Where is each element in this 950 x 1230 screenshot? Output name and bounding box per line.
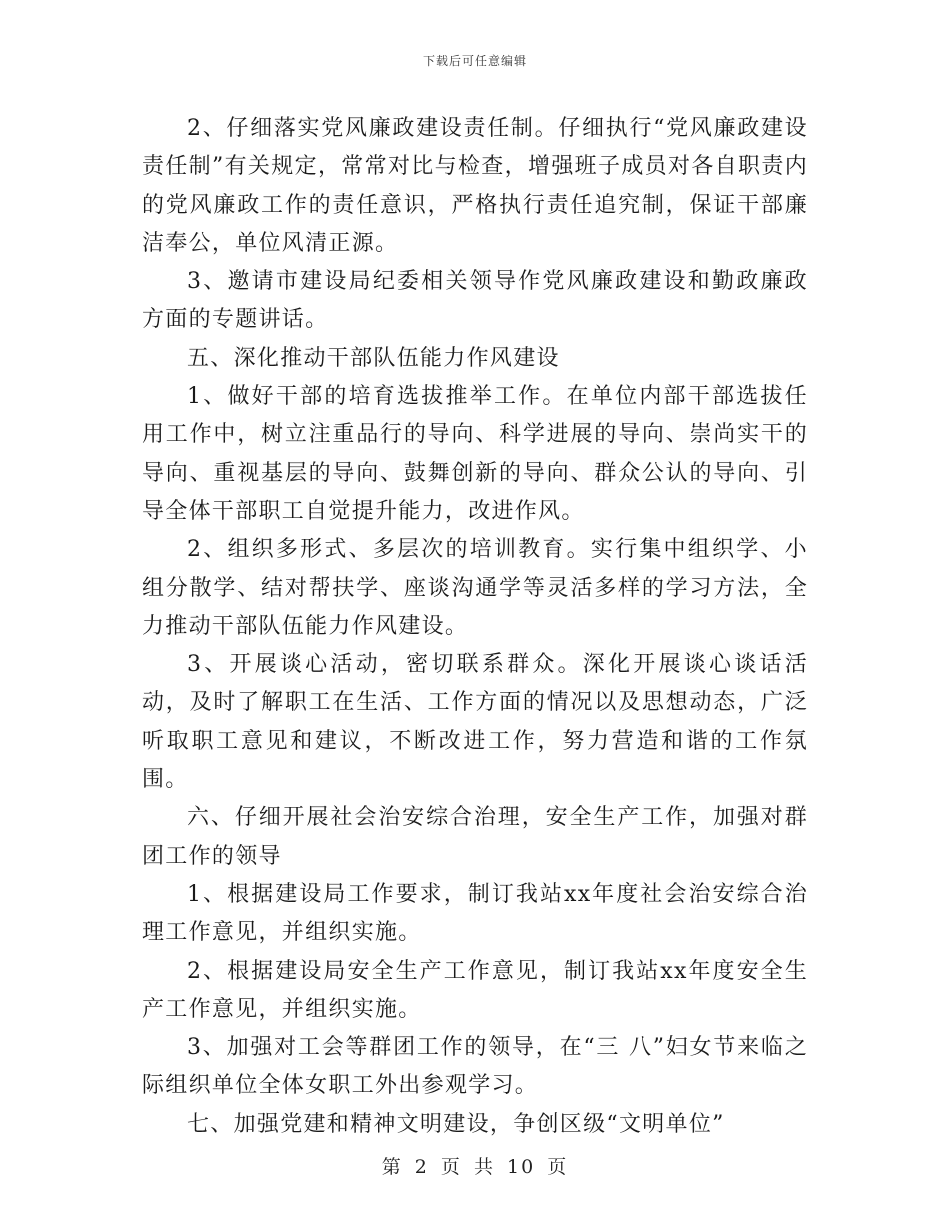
paragraph: 1、根据建设局工作要求，制订我站xx年度社会治安综合治理工作意见，并组织实施。 xyxy=(142,881,808,946)
section-heading: 七、加强党建和精神文明建设，争创区级“文明单位” xyxy=(187,1111,725,1137)
page-number: 第 2 页 共 10 页 xyxy=(381,1156,569,1178)
section-heading: 六、仔细开展社会治安综合治理，安全生产工作，加强对群团工作的领导 xyxy=(142,805,808,869)
paragraph: 2、根据建设局安全生产工作意见，制订我站xx年度安全生产工作意见，并组织实施。 xyxy=(142,958,808,1022)
paragraph: 2、仔细落实党风廉政建设责任制。仔细执行“党风廉政建设责任制”有关规定，常常对比与检查，增强班子成员对各自职责内的党风廉政工作的责任意识，严格执行责任追究制，保证干部廉洁奉公，单位风清正源。 xyxy=(142,116,808,256)
paragraph: 2、组织多形式、多层次的培训教育。实行集中组织学、小组分散学、结对帮扶学、座谈沟通学等灵活多样的学习方法，全力推动干部队伍能力作风建设。 xyxy=(142,537,808,639)
document-body xyxy=(142,110,808,1144)
paragraph: 3、加强对工会等群团工作的领导，在“三 八”妇女节来临之际组织单位全体女职工外出参观学习。 xyxy=(142,1035,808,1099)
paragraph: 3、邀请市建设局纪委相关领导作党风廉政建设和勤政廉政方面的专题讲话。 xyxy=(142,269,808,333)
page-header-note: 下载后可任意编辑 xyxy=(422,54,527,68)
paragraph: 1、做好干部的培育选拔推举工作。在单位内部干部选拔任用工作中，树立注重品行的导向、科学进展的导向、崇尚实干的导向、重视基层的导向、鼓舞创新的导向、群众公认的导向、引导全体干部职工自觉提升能力，改进作风。 xyxy=(142,384,808,524)
paragraph: 3、开展谈心活动，密切联系群众。深化开展谈心谈话活动，及时了解职工在生活、工作方面的情况以及思想动态，广泛听取职工意见和建议，不断改进工作，努力营造和谐的工作氛围。 xyxy=(142,652,808,793)
section-heading: 五、深化推动干部队伍能力作风建设 xyxy=(187,345,560,371)
